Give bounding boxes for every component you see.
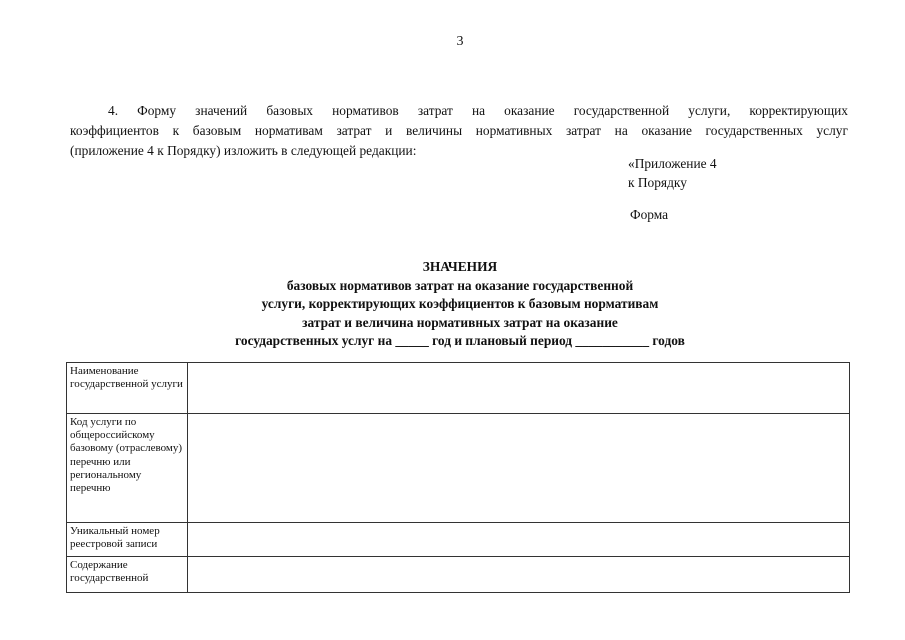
amendment-paragraph <box>70 101 848 161</box>
service-code-value <box>188 414 850 523</box>
table-row <box>67 523 850 557</box>
service-name-label: Наименование государственной услуги <box>67 363 188 414</box>
document-title <box>150 258 770 351</box>
title-line-1: базовых нормативов затрат на оказание государственной <box>286 277 634 293</box>
form-table <box>66 362 850 593</box>
service-code-label: Код услуги по общероссийскому базовому (отраслевому) перечню или региональному перечню <box>67 414 188 523</box>
appendix-line-1: «Приложение 4 <box>628 156 717 171</box>
page-number: 3 <box>456 34 464 49</box>
service-content-value <box>188 557 850 593</box>
paragraph-line-3: (приложение 4 к Порядку) изложить в следующей редакции: <box>70 143 417 158</box>
appendix-line-2: к Порядку <box>628 175 687 190</box>
appendix-reference <box>628 154 717 192</box>
registry-number-label: Уникальный номер реестровой записи <box>67 523 188 557</box>
title-line-2: услуги, корректирующих коэффициентов к базовым нормативам <box>261 296 659 311</box>
title-line-3: затрат и величина нормативных затрат на оказание <box>302 314 618 330</box>
title-heading: ЗНАЧЕНИЯ <box>422 259 498 274</box>
paragraph-line-1: 4. Форму значений базовых нормативов затрат на оказание государственной услуги, корректирующих <box>108 103 848 118</box>
table-row <box>67 414 850 523</box>
title-line-4: государственных услуг на _____ год и плановый период ___________ годов <box>235 333 685 348</box>
registry-number-value <box>188 523 850 557</box>
form-label: Форма <box>630 207 669 222</box>
service-name-value <box>188 363 850 414</box>
table-row <box>67 363 850 414</box>
table-row <box>67 557 850 593</box>
paragraph-line-2: коэффициентов к базовым нормативам затрат и величины нормативных затрат на оказание государственных услуг <box>70 123 848 138</box>
service-content-label: Содержание государственной <box>67 557 188 593</box>
